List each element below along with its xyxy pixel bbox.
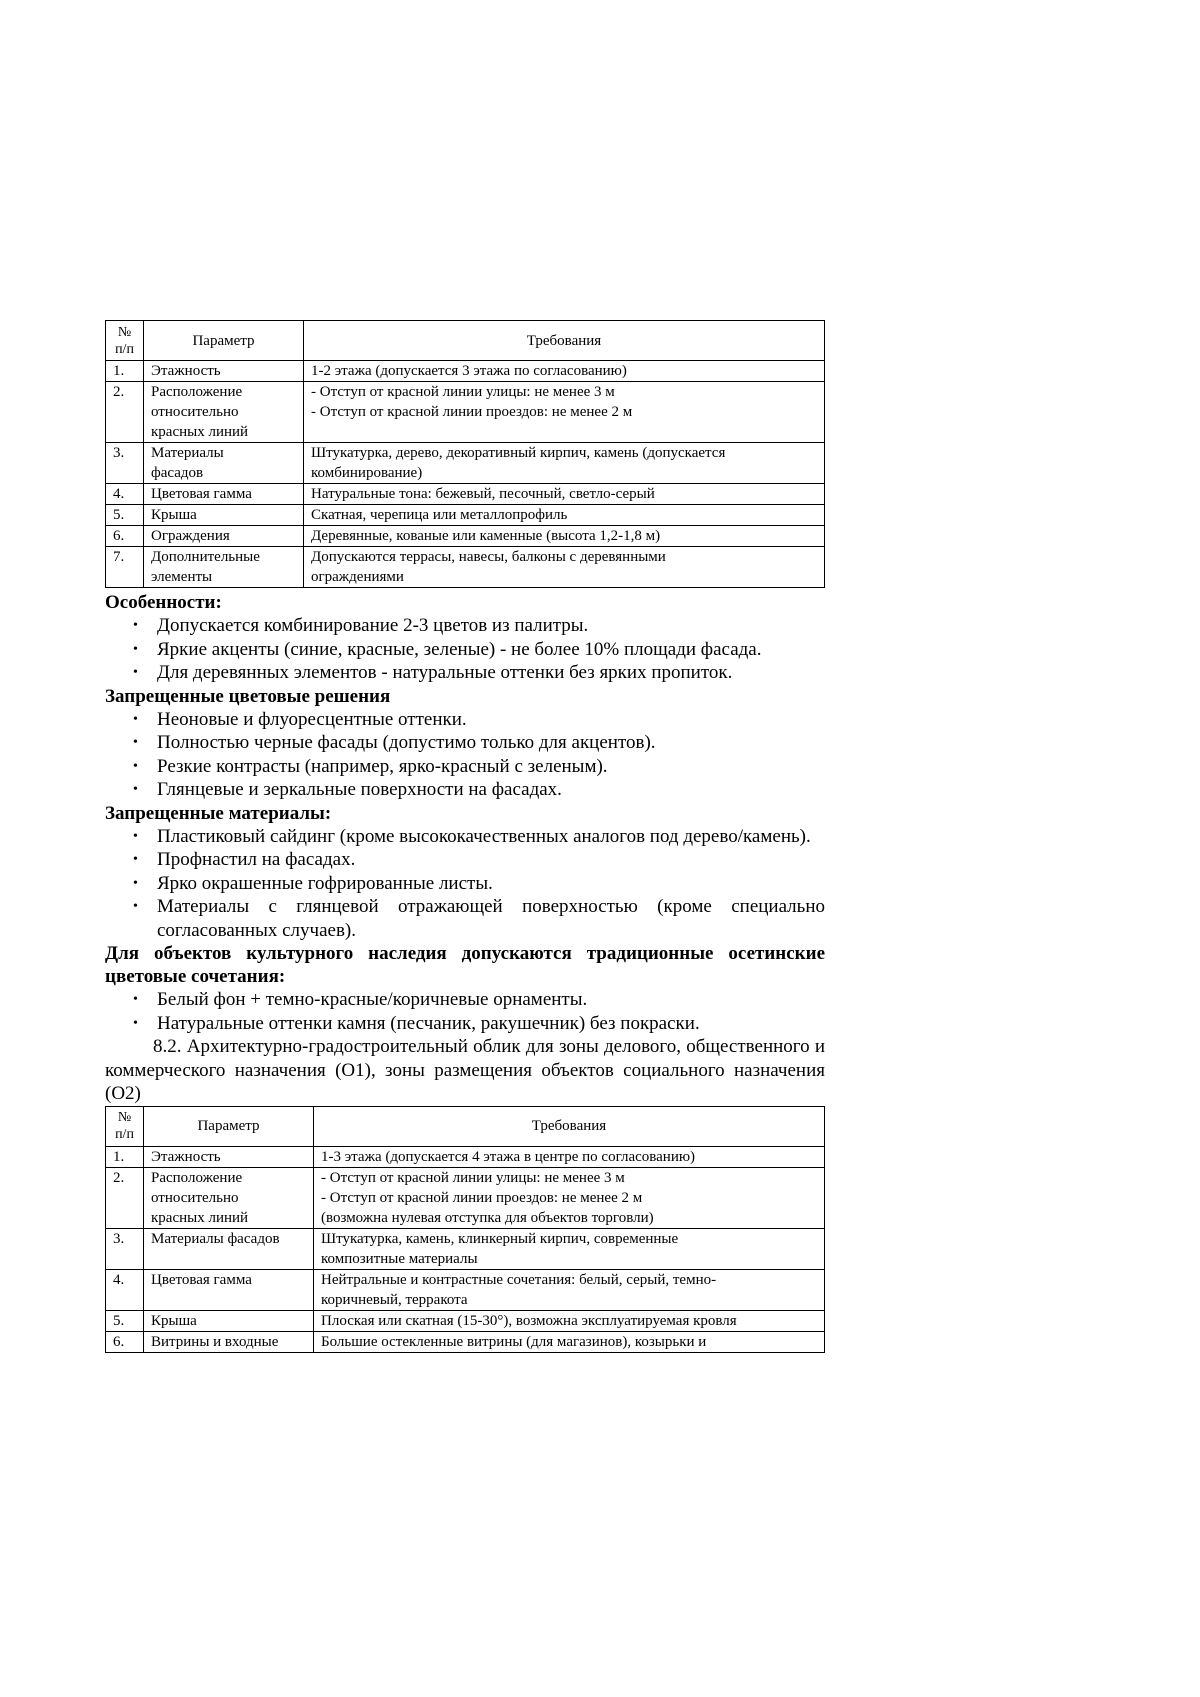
parameter-line: Крыша — [151, 507, 197, 523]
requirement-line: 1-2 этажа (допускается 3 этажа по согласованию) — [311, 363, 627, 379]
table-row — [106, 505, 825, 526]
row-number: 4. — [106, 484, 144, 505]
row-parameter — [144, 1228, 314, 1269]
header-param: Параметр — [144, 321, 304, 361]
requirements-table-2 — [105, 1106, 825, 1353]
table-row — [106, 526, 825, 547]
requirement-line: Допускаются террасы, навесы, балконы с деревянными — [311, 549, 666, 565]
parameter-line: Витрины и входные — [151, 1333, 279, 1350]
heritage-section — [105, 942, 825, 1035]
requirement-line: (возможна нулевая отступка для объектов торговли) — [321, 1209, 654, 1226]
row-number: 2. — [106, 1167, 144, 1228]
parameter-line: Крыша — [151, 1312, 197, 1329]
row-parameter — [144, 443, 304, 484]
table-row — [106, 1167, 825, 1228]
forbidden-colors-heading: Запрещенные цветовые решения — [105, 685, 391, 707]
list-item-text: Ярко окрашенные гофрированные листы. — [157, 872, 493, 894]
row-parameter — [144, 484, 304, 505]
requirement-line: коричневый, терракота — [321, 1291, 468, 1308]
row-requirement — [304, 505, 825, 526]
row-requirement — [304, 484, 825, 505]
row-parameter — [144, 547, 304, 588]
requirement-line: Штукатурка, камень, клинкерный кирпич, современные — [321, 1230, 679, 1247]
bullet-icon: • — [133, 782, 138, 797]
row-requirement — [304, 547, 825, 588]
table-row — [106, 1310, 825, 1331]
row-number: 2. — [106, 382, 144, 443]
list-item — [133, 988, 825, 1012]
list-item-text: Резкие контрасты (например, ярко-красный с зеленым). — [157, 755, 608, 777]
table-row — [106, 1269, 825, 1310]
row-requirement — [314, 1310, 825, 1331]
forbidden-materials-heading: Запрещенные материалы: — [105, 802, 332, 824]
row-parameter — [144, 1269, 314, 1310]
list-item-text: Белый фон + темно-красные/коричневые орнаменты. — [157, 989, 588, 1010]
parameter-line: Материалы — [151, 445, 224, 461]
parameter-line: красных линий — [151, 1209, 249, 1226]
row-parameter — [144, 1167, 314, 1228]
header-param: Параметр — [144, 1106, 314, 1146]
row-number: 1. — [106, 361, 144, 382]
row-number: 5. — [106, 505, 144, 526]
forbidden-materials-list — [105, 825, 825, 943]
row-parameter — [144, 505, 304, 526]
list-item-text: Для деревянных элементов - натуральные оттенки без ярких пропиток. — [157, 662, 733, 683]
list-item — [133, 638, 825, 662]
row-number: 6. — [106, 526, 144, 547]
forbidden-materials-section — [105, 802, 825, 943]
list-item-text: Допускается комбинирование 2-3 цветов из палитры. — [157, 615, 589, 636]
list-item-text: Полностью черные фасады (допустимо только для акцентов). — [157, 732, 656, 753]
features-section — [105, 591, 825, 685]
row-requirement — [314, 1331, 825, 1352]
list-item — [133, 755, 825, 779]
requirement-line: композитные материалы — [321, 1250, 478, 1267]
requirement-line: Натуральные тона: бежевый, песочный, светло-серый — [311, 486, 655, 502]
requirement-line: - Отступ от красной линии улицы: не менее 3 м — [311, 384, 615, 400]
requirement-line: Штукатурка, дерево, декоративный кирпич, камень (допускается — [311, 445, 726, 461]
list-item — [133, 1012, 825, 1036]
list-item — [133, 778, 825, 802]
bullet-icon: • — [133, 711, 138, 727]
list-item-text: Профнастил на фасадах. — [157, 849, 356, 870]
list-item — [133, 731, 825, 755]
requirement-line: Скатная, черепица или металлопрофиль — [311, 507, 568, 523]
requirement-line: комбинирование) — [311, 465, 423, 481]
row-number: 1. — [106, 1146, 144, 1167]
parameter-line: красных линий — [151, 424, 249, 440]
requirement-line: - Отступ от красной линии проездов: не менее 2 м — [321, 1189, 643, 1206]
row-number: 7. — [106, 547, 144, 588]
list-item-text: Неоновые и флуоресцентные оттенки. — [157, 708, 467, 730]
table-row — [106, 484, 825, 505]
parameter-line: Материалы фасадов — [151, 1230, 280, 1247]
parameter-line: Расположение — [151, 384, 243, 400]
forbidden-colors-section — [105, 685, 825, 802]
list-item — [133, 614, 825, 638]
row-requirement — [304, 382, 825, 443]
requirement-line: Плоская или скатная (15-30°), возможна эксплуатируемая кровля — [321, 1312, 737, 1329]
list-item-text: Яркие акценты (синие, красные, зеленые) - не более 10% площади фасада. — [157, 638, 762, 660]
list-item-text: Глянцевые и зеркальные поверхности на фасадах. — [157, 779, 562, 800]
parameter-line: Расположение — [151, 1169, 243, 1186]
row-parameter — [144, 526, 304, 547]
parameter-line: Цветовая гамма — [151, 1271, 252, 1288]
table-row — [106, 1228, 825, 1269]
requirements-table-1 — [105, 320, 825, 588]
parameter-line: относительно — [151, 1189, 239, 1206]
parameter-line: элементы — [151, 569, 213, 585]
requirement-line: Деревянные, кованые или каменные (высота 1,2-1,8 м) — [311, 528, 661, 544]
list-item — [133, 872, 825, 896]
header-req: Требования — [314, 1106, 825, 1146]
table-header-row — [106, 321, 825, 361]
row-parameter — [144, 1310, 314, 1331]
bullet-icon: • — [133, 828, 138, 844]
list-item-text: Натуральные оттенки камня (песчаник, ракушечник) без покраски. — [157, 1012, 700, 1034]
bullet-icon: • — [133, 618, 138, 633]
table-row — [106, 443, 825, 484]
row-requirement — [314, 1228, 825, 1269]
row-parameter — [144, 1331, 314, 1352]
features-list — [105, 614, 825, 685]
list-item-text: Материалы с глянцевой отражающей поверхностью (кроме специально согласованных случаев). — [157, 896, 825, 941]
list-item — [133, 895, 825, 942]
forbidden-colors-list — [105, 708, 825, 802]
heritage-list — [105, 988, 825, 1035]
requirement-line: Нейтральные и контрастные сочетания: белый, серый, темно- — [321, 1271, 717, 1288]
list-item — [133, 661, 825, 685]
header-num: № п/п — [106, 1106, 144, 1146]
list-item — [133, 708, 825, 732]
requirement-line: - Отступ от красной линии улицы: не менее 3 м — [321, 1169, 625, 1186]
list-item — [133, 848, 825, 872]
header-req: Требования — [304, 321, 825, 361]
table-row — [106, 1331, 825, 1352]
row-requirement — [314, 1167, 825, 1228]
table-row — [106, 547, 825, 588]
row-number: 3. — [106, 443, 144, 484]
table-row — [106, 1146, 825, 1167]
parameter-line: Ограждения — [151, 528, 230, 544]
table-row — [106, 382, 825, 443]
row-requirement — [304, 526, 825, 547]
parameter-line: фасадов — [151, 465, 204, 481]
row-parameter — [144, 382, 304, 443]
row-requirement — [304, 361, 825, 382]
row-parameter — [144, 361, 304, 382]
bullet-icon: • — [133, 899, 138, 914]
table-header-row — [106, 1106, 825, 1146]
requirement-line: 1-3 этажа (допускается 4 этажа в центре по согласованию) — [321, 1148, 696, 1165]
bullet-icon: • — [133, 665, 138, 680]
bullet-icon: • — [133, 1015, 138, 1031]
row-parameter — [144, 1146, 314, 1167]
bullet-icon: • — [133, 852, 138, 867]
requirement-line: - Отступ от красной линии проездов: не менее 2 м — [311, 404, 633, 420]
row-number: 3. — [106, 1228, 144, 1269]
section-8-2-paragraph: 8.2. Архитектурно-градостроительный облик для зоны делового, общественного и коммерческого назначения (О1), зоны размещения объектов социального назначения (О2) — [105, 1036, 825, 1104]
parameter-line: Этажность — [151, 363, 221, 379]
parameter-line: относительно — [151, 404, 239, 420]
bullet-icon: • — [133, 992, 138, 1007]
parameter-line: Цветовая гамма — [151, 486, 252, 502]
header-num: № п/п — [106, 321, 144, 361]
parameter-line: Дополнительные — [151, 549, 260, 565]
row-requirement — [304, 443, 825, 484]
bullet-icon: • — [133, 758, 138, 774]
row-requirement — [314, 1146, 825, 1167]
parameter-line: Этажность — [151, 1148, 221, 1165]
bullet-icon: • — [133, 641, 138, 657]
requirement-line: Большие остекленные витрины (для магазинов), козырьки и — [321, 1333, 707, 1350]
row-number: 5. — [106, 1310, 144, 1331]
bullet-icon: • — [133, 875, 138, 891]
features-heading: Особенности: — [105, 592, 222, 613]
row-number: 4. — [106, 1269, 144, 1310]
table-row — [106, 361, 825, 382]
row-requirement — [314, 1269, 825, 1310]
bullet-icon: • — [133, 735, 138, 750]
list-item — [133, 825, 825, 849]
row-number: 6. — [106, 1331, 144, 1352]
requirement-line: ограждениями — [311, 569, 404, 585]
document-page — [105, 320, 825, 1353]
heritage-heading: Для объектов культурного наследия допускаются традиционные осетинские цветовые сочетания: — [105, 943, 825, 987]
list-item-text: Пластиковый сайдинг (кроме высококачественных аналогов под дерево/камень). — [157, 825, 811, 847]
